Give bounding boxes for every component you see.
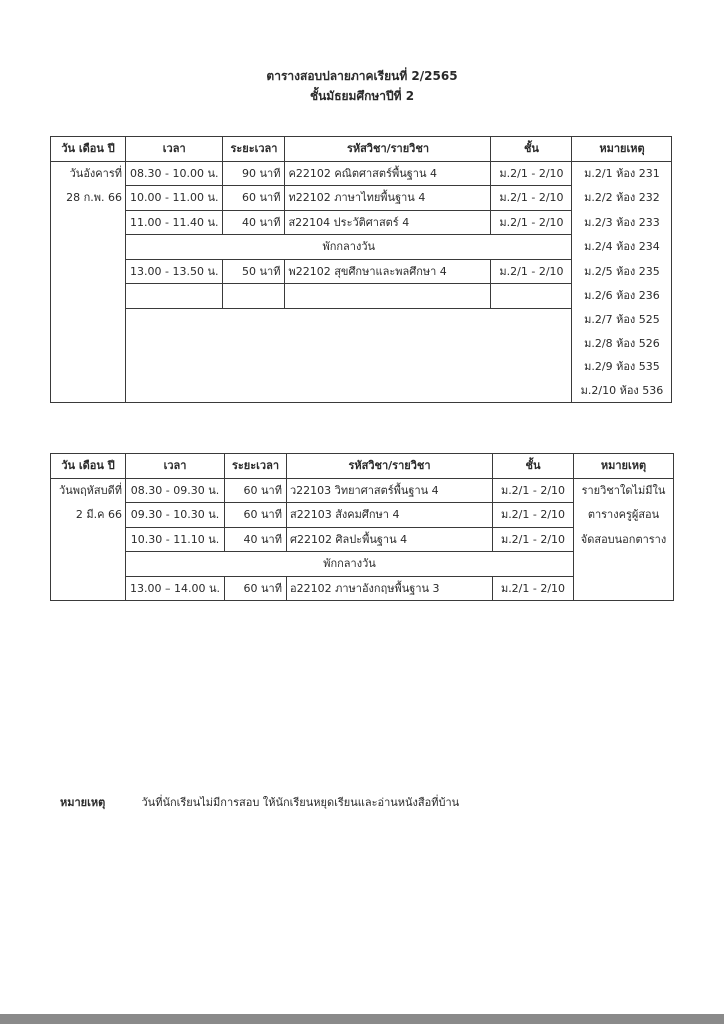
exam-subject: พ22102 สุขศึกษาและพลศึกษา 4 (285, 259, 491, 284)
exam-duration: 40 นาที (225, 527, 287, 552)
table-row (51, 478, 674, 503)
table-row (51, 527, 674, 552)
exam-subject: ส22103 สังคมศึกษา 4 (287, 503, 493, 528)
date-spacer (51, 308, 126, 332)
exam-time: 10.30 - 11.10 น. (126, 527, 225, 552)
empty-cell (223, 284, 285, 309)
date-spacer (51, 235, 126, 260)
exam-subject: ค22102 คณิตศาสตร์พื้นฐาน 4 (285, 161, 491, 186)
header-date: วัน เดือน ปี (51, 454, 126, 479)
exam-time: 11.00 - 11.40 น. (126, 210, 223, 235)
exam-class: ม.2/1 - 2/10 (491, 210, 572, 235)
exam-subject: ศ22102 ศิลปะพื้นฐาน 4 (287, 527, 493, 552)
blank-area (126, 308, 572, 403)
header-class: ชั้น (493, 454, 574, 479)
scan-edge-bar (0, 1014, 724, 1024)
note-item: ม.2/5 ห้อง 235 (572, 259, 672, 284)
table-row (51, 210, 672, 235)
empty-cell (491, 284, 572, 309)
header-date: วัน เดือน ปี (51, 137, 126, 162)
note-spacer (574, 552, 674, 577)
exam-class: ม.2/1 - 2/10 (493, 478, 574, 503)
page-title (0, 66, 724, 106)
header-duration: ระยะเวลา (225, 454, 287, 479)
header-duration: ระยะเวลา (223, 137, 285, 162)
note-item: ม.2/3 ห้อง 233 (572, 210, 672, 235)
exam-duration: 40 นาที (223, 210, 285, 235)
date-spacer (51, 527, 126, 552)
date-spacer (51, 284, 126, 309)
header-time: เวลา (126, 137, 223, 162)
note-item: ม.2/1 ห้อง 231 (572, 161, 672, 186)
title-line-1: ตารางสอบปลายภาคเรียนที่ 2/2565 (266, 69, 458, 83)
table-row (51, 161, 672, 186)
exam-date-line-1: วันอังคารที่ (51, 161, 126, 186)
exam-class: ม.2/1 - 2/10 (491, 259, 572, 284)
lunch-row (51, 552, 674, 577)
empty-cell (126, 284, 223, 309)
note-item: ม.2/2 ห้อง 232 (572, 186, 672, 211)
empty-cell (285, 284, 491, 309)
table-header-row (51, 454, 674, 479)
lunch-break: พักกลางวัน (126, 552, 574, 577)
header-subject: รหัสวิชา/รายวิชา (285, 137, 491, 162)
exam-subject: อ22102 ภาษาอังกฤษพื้นฐาน 3 (287, 576, 493, 601)
exam-time: 08.30 - 09.30 น. (126, 478, 225, 503)
exam-subject: ส22104 ประวัติศาสตร์ 4 (285, 210, 491, 235)
note-item: ม.2/9 ห้อง 535 (572, 355, 672, 379)
note-spacer (574, 576, 674, 601)
lunch-break: พักกลางวัน (126, 235, 572, 260)
exam-time: 13.00 – 14.00 น. (126, 576, 225, 601)
date-spacer (51, 259, 126, 284)
exam-table-1 (50, 136, 672, 403)
exam-time: 13.00 - 13.50 น. (126, 259, 223, 284)
header-time: เวลา (126, 454, 225, 479)
exam-class: ม.2/1 - 2/10 (493, 576, 574, 601)
note-item: ม.2/6 ห้อง 236 (572, 284, 672, 309)
table-header-row (51, 137, 672, 162)
exam-subject: ท22102 ภาษาไทยพื้นฐาน 4 (285, 186, 491, 211)
exam-time: 09.30 - 10.30 น. (126, 503, 225, 528)
exam-duration: 60 นาที (225, 503, 287, 528)
lunch-row (51, 235, 672, 260)
table-row (51, 186, 672, 211)
exam-date-line-2: 28 ก.พ. 66 (51, 186, 126, 211)
exam-class: ม.2/1 - 2/10 (491, 161, 572, 186)
header-note: หมายเหตุ (574, 454, 674, 479)
table-row (51, 503, 674, 528)
footnote-label: หมายเหตุ (60, 796, 106, 809)
title-line-2: ชั้นมัธยมศึกษาปีที่ 2 (309, 89, 415, 103)
blank-row (51, 308, 672, 332)
exam-class: ม.2/1 - 2/10 (493, 527, 574, 552)
header-subject: รหัสวิชา/รายวิชา (287, 454, 493, 479)
date-spacer (51, 355, 126, 379)
date-spacer (51, 576, 126, 601)
exam-subject: ว22103 วิทยาศาสตร์พื้นฐาน 4 (287, 478, 493, 503)
note-item: จัดสอบนอกตาราง (574, 527, 674, 552)
note-item: ม.2/7 ห้อง 525 (572, 308, 672, 332)
footnote-text: วันที่นักเรียนไม่มีการสอบ ให้นักเรียนหยุดเรียนและอ่านหนังสือที่บ้าน (141, 796, 460, 809)
table-row (51, 259, 672, 284)
note-item: ม.2/10 ห้อง 536 (572, 379, 672, 403)
header-note: หมายเหตุ (572, 137, 672, 162)
empty-row (51, 284, 672, 309)
note-item: ตารางครูผู้สอน (574, 503, 674, 528)
date-spacer (51, 379, 126, 403)
date-spacer (51, 210, 126, 235)
exam-duration: 90 นาที (223, 161, 285, 186)
exam-date-line-2: 2 มี.ค 66 (51, 503, 126, 528)
exam-date-line-1: วันพฤหัสบดีที่ (51, 478, 126, 503)
exam-time: 10.00 - 11.00 น. (126, 186, 223, 211)
note-item: ม.2/8 ห้อง 526 (572, 332, 672, 356)
exam-class: ม.2/1 - 2/10 (491, 186, 572, 211)
note-item: รายวิชาใดไม่มีใน (574, 478, 674, 503)
exam-class: ม.2/1 - 2/10 (493, 503, 574, 528)
date-spacer (51, 332, 126, 356)
exam-duration: 50 นาที (223, 259, 285, 284)
note-item: ม.2/4 ห้อง 234 (572, 235, 672, 260)
exam-table-2 (50, 453, 674, 601)
exam-duration: 60 นาที (225, 576, 287, 601)
footnote (60, 793, 459, 811)
exam-duration: 60 นาที (223, 186, 285, 211)
date-spacer (51, 552, 126, 577)
table-row (51, 576, 674, 601)
exam-time: 08.30 - 10.00 น. (126, 161, 223, 186)
header-class: ชั้น (491, 137, 572, 162)
exam-duration: 60 นาที (225, 478, 287, 503)
